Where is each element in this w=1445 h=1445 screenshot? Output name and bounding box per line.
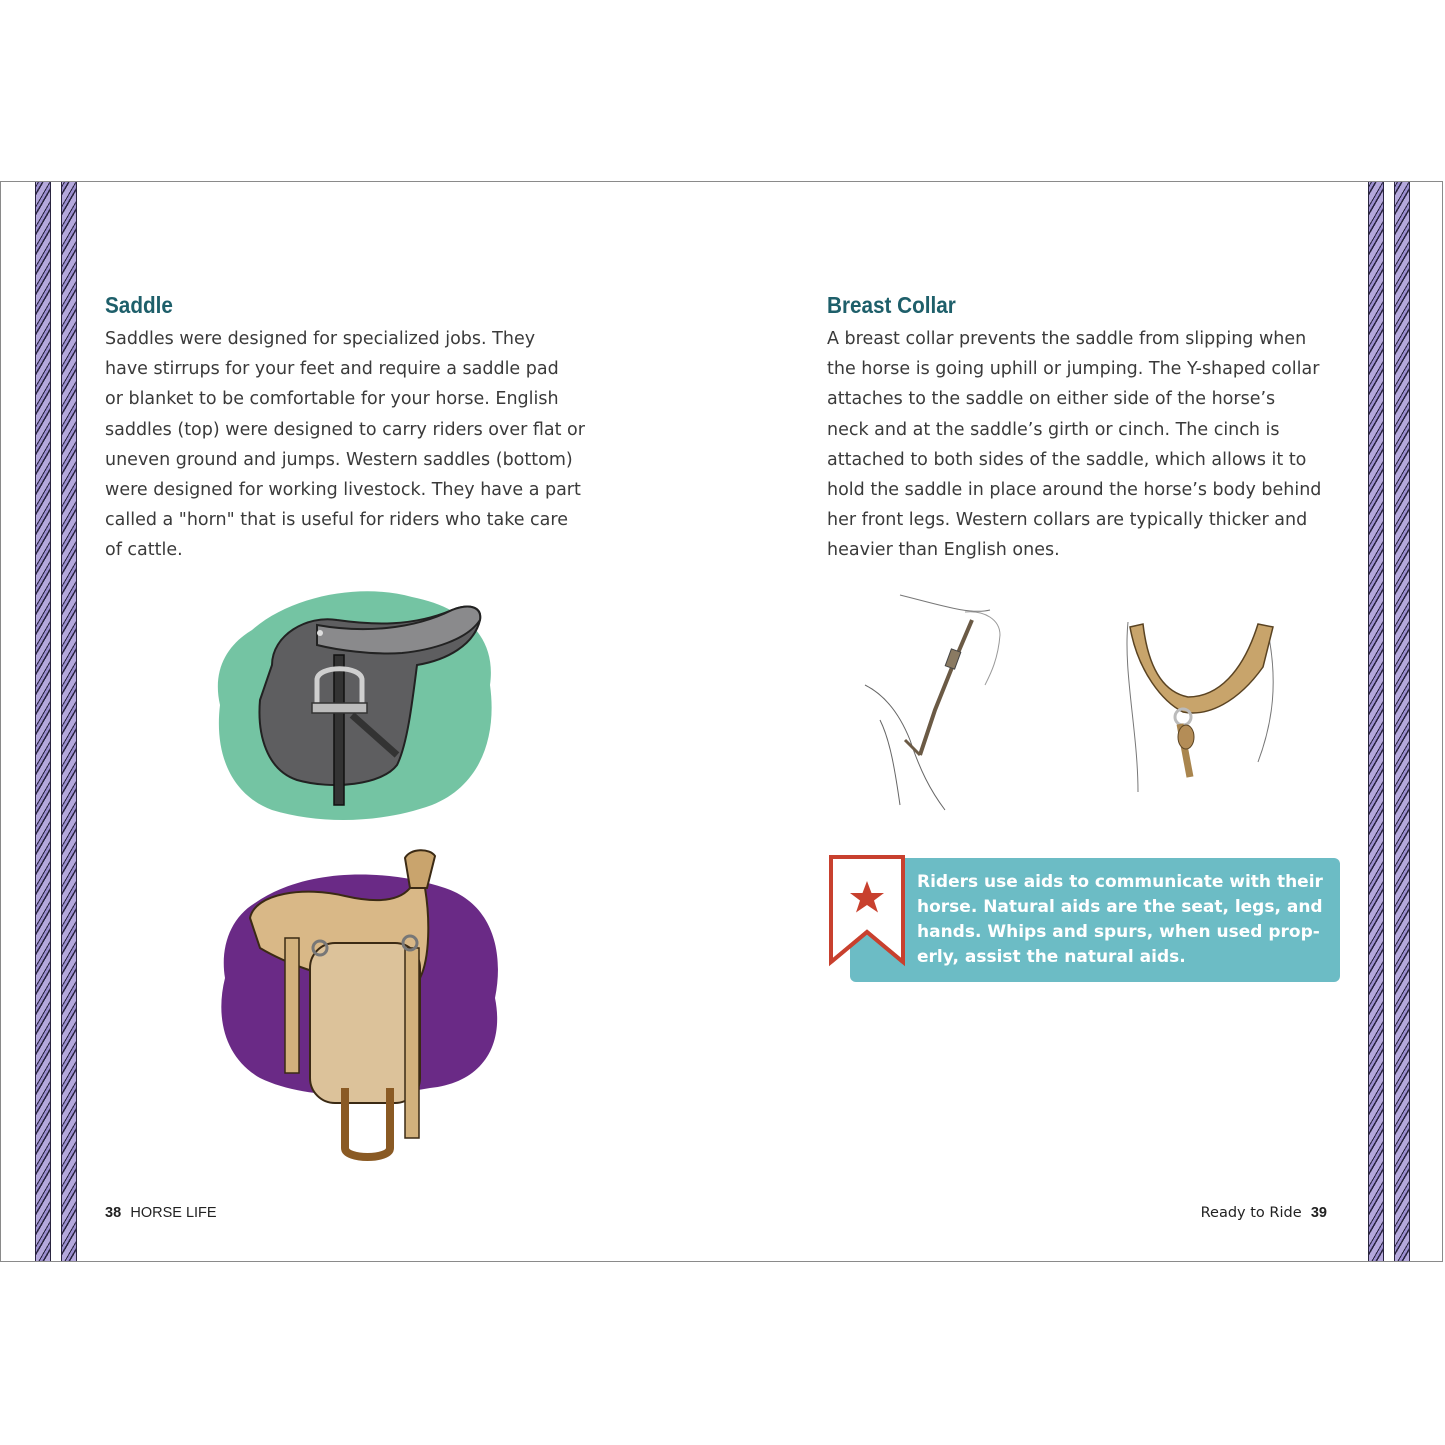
text-line: attaches to the saddle on either side of the horse’s <box>827 389 1276 410</box>
english-breast-collar-illustration <box>860 590 1010 815</box>
tip-callout <box>850 858 1340 982</box>
text-line: her front legs. Western collars are typically thicker and <box>827 510 1308 531</box>
western-breast-collar-illustration <box>1118 612 1283 802</box>
running-head-left: HORSE LIFE <box>130 1205 217 1221</box>
rope-border-right-inner <box>1368 182 1384 1261</box>
text-line: saddles (top) were designed to carry riders over flat or <box>105 419 585 440</box>
text-line: called a "horn" that is useful for riders who take care <box>105 510 568 531</box>
text-line: the horse is going uphill or jumping. The Y-shaped collar <box>827 359 1320 380</box>
text-line: or blanket to be comfortable for your horse. English <box>105 389 559 410</box>
text-line: attached to both sides of the saddle, which allows it to <box>827 449 1307 470</box>
text-line: A breast collar prevents the saddle from slipping when <box>827 329 1307 349</box>
page-number-right: 39 <box>1310 1205 1327 1221</box>
saddle-heading: Saddle <box>105 292 173 318</box>
breast-collar-heading: Breast Collar <box>827 292 956 318</box>
text-line: were designed for working livestock. They have a part <box>105 480 581 501</box>
breast-collar-body-text <box>827 324 1321 566</box>
text-line: neck and at the saddle’s girth or cinch. The cinch is <box>827 419 1280 440</box>
text-line: have stirrups for your feet and require a saddle pad <box>105 359 559 380</box>
text-line: of cattle. <box>105 540 183 561</box>
bookmark-ribbon-icon <box>828 854 906 968</box>
tip-line: hands. Whips and spurs, when used prop- <box>917 922 1320 942</box>
text-line: heavier than English ones. <box>827 540 1060 561</box>
tip-line: horse. Natural aids are the seat, legs, and <box>917 897 1323 917</box>
western-saddle-illustration <box>215 848 505 1163</box>
text-line: hold the saddle in place around the horse’s body behind <box>827 480 1322 501</box>
rope-border-left-outer <box>35 182 51 1261</box>
rope-border-left-inner <box>61 182 77 1261</box>
english-saddle-illustration <box>212 585 502 825</box>
tip-line: Riders use aids to communicate with their <box>917 872 1323 892</box>
rope-border-right-outer <box>1394 182 1410 1261</box>
saddle-body-text <box>105 324 585 566</box>
tip-text <box>917 870 1327 970</box>
text-line: uneven ground and jumps. Western saddles (bottom) <box>105 449 573 470</box>
page-number-left: 38 <box>105 1205 122 1221</box>
right-footer <box>1201 1205 1327 1221</box>
text-line: Saddles were designed for specialized jobs. They <box>105 329 536 349</box>
running-head-right: Ready to Ride <box>1200 1205 1302 1221</box>
tip-line: erly, assist the natural aids. <box>917 947 1186 967</box>
left-footer <box>105 1205 217 1221</box>
